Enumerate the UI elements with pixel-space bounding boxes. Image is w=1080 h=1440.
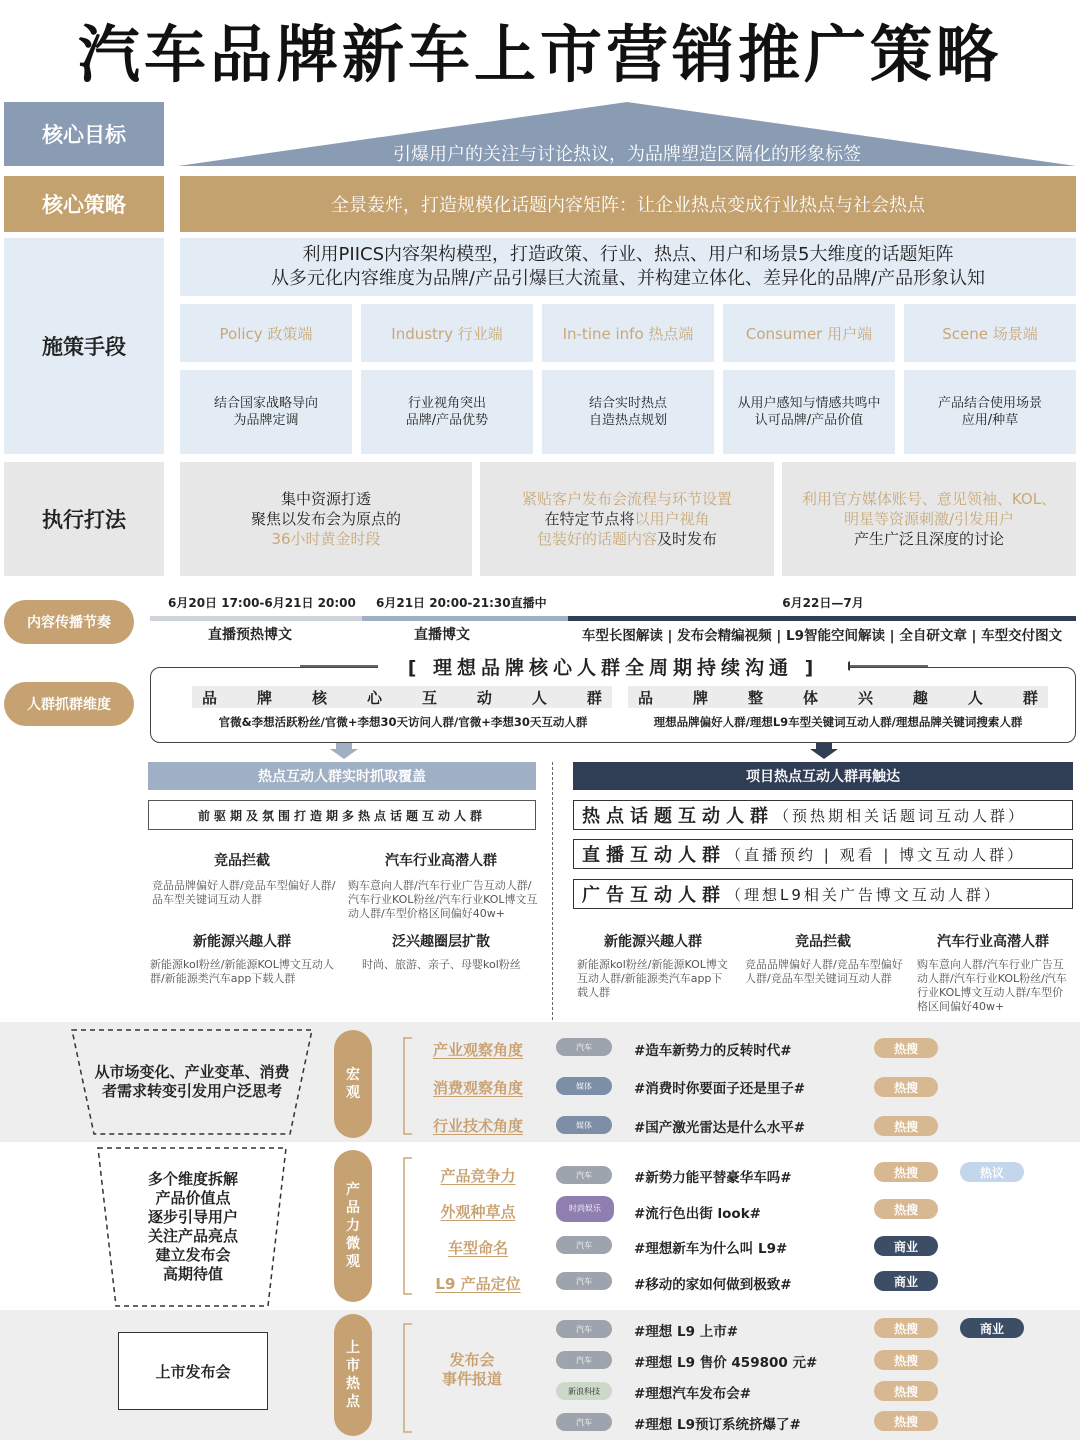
badge-hot-search: 热搜 (874, 1199, 938, 1219)
execution-box-2 (480, 462, 774, 576)
dimension-desc-industry (361, 370, 533, 454)
product-topic-4: #移动的家如何做到极致# (634, 1277, 792, 1293)
execution-box-3 (782, 462, 1076, 576)
phase-2-bar (362, 616, 568, 621)
left-group-1-title: 竞品拦截 (214, 853, 270, 869)
product-angle-2: 外观种草点 (440, 1202, 516, 1221)
macro-topic-3: #国产激光雷达是什么水平# (634, 1120, 806, 1136)
angle-line: 发布会 (449, 1351, 495, 1369)
core-goal-label: 核心目标 (4, 102, 164, 166)
left-group-3-title: 新能源兴趣人群 (193, 934, 291, 950)
head-char: 体 (802, 688, 818, 707)
brand-core-sub: 官微&李想活跃粉丝/官微+李想30天访问人群/官微+李想30天互动人群 (218, 715, 588, 729)
phase-2-content: 直播博文 (414, 627, 470, 643)
head-char: 群 (1022, 688, 1038, 707)
right-group-1-desc: 新能源kol粉丝/新能源KOL博文互动人群/新能源类汽车app下载人群 (577, 958, 728, 999)
dimension-policy: Policy 政策端 (180, 304, 352, 362)
retarget-paren: （直播预约 | 观看 | 博文互动人群） (726, 845, 1026, 864)
retarget-head: 热点话题互动人群 (582, 806, 774, 827)
launch-topic-1: #理想 L9 上市# (634, 1324, 739, 1340)
macro-bracket (400, 1036, 414, 1136)
thought-line: 从市场变化、产业变革、消费 (94, 1063, 290, 1081)
phase-3-date: 6月22日—7月 (782, 596, 864, 610)
dimension-desc-policy (180, 370, 352, 454)
product-angle-4: L9 产品定位 (435, 1274, 521, 1293)
pill-char: 观 (346, 1254, 360, 1270)
tag-car: 汽车 (556, 1038, 612, 1056)
desc-line: 结合实时热点 (588, 396, 667, 411)
execution-label: 执行打法 (4, 462, 164, 576)
tag-car: 汽车 (556, 1413, 612, 1431)
right-group-2-desc: 竞品品牌偏好人群/竞品车型偏好人群/竞品车型关键词互动人群 (745, 958, 903, 985)
desc-line: 产品结合使用场景 (937, 396, 1042, 411)
pill-char: 市 (346, 1358, 360, 1374)
retarget-hot-topic (573, 800, 1073, 830)
pre-period-box: 前驱期及氛围打造期多热点话题互动人群 (148, 800, 536, 830)
retarget-paren: （理想L9相关广告博文互动人群） (726, 885, 1002, 904)
badge-hot-search: 热搜 (874, 1038, 938, 1058)
tag-media: 媒体 (556, 1116, 612, 1134)
exec-line-highlight: 利用官方媒体账号、意见领袖、KOL、 (801, 490, 1057, 508)
page-title: 汽车品牌新车上市营销推广策略 (77, 17, 1002, 91)
exec-line-highlight: 36小时黄金时段 (271, 530, 381, 548)
pill-char: 宏 (346, 1067, 360, 1083)
badge-commercial: 商业 (874, 1271, 938, 1291)
macro-topic-1: #造车新势力的反转时代# (634, 1043, 792, 1059)
phase-1-date: 6月20日 17:00-6月21日 20:00 (168, 596, 356, 610)
pill-char: 微 (346, 1236, 360, 1252)
macro-thought (84, 1050, 300, 1114)
left-group-4-desc: 时尚、旅游、亲子、母婴kol粉丝 (362, 958, 521, 971)
tag-fashion: 时尚娱乐 (556, 1196, 614, 1222)
head-char: 兴 (857, 688, 873, 707)
launch-bracket (400, 1322, 414, 1434)
core-goal-text: 引爆用户的关注与讨论热议，为品牌塑造区隔化的形象标签 (393, 144, 861, 165)
phase-3-content: 车型长图解读 | 发布会精编视频 | L9智能空间解读 | 全自研文章 | 车型交付图文 (581, 628, 1063, 644)
head-char: 趣 (912, 688, 928, 707)
head-char: 牌 (256, 688, 272, 707)
left-group-4-title: 泛兴趣圈层扩散 (392, 934, 490, 950)
badge-hot-search: 热搜 (874, 1381, 938, 1401)
retarget-head: 直播互动人群 (582, 845, 726, 866)
pill-char: 上 (346, 1340, 360, 1356)
launch-topic-2: #理想 L9 售价 459800 元# (634, 1355, 818, 1371)
head-char: 品 (638, 688, 654, 707)
dimension-consumer: Consumer 用户端 (723, 304, 895, 362)
product-topic-2: #流行色出街 look# (634, 1206, 761, 1222)
audience-label: 人群抓群维度 (4, 682, 134, 726)
product-thought (110, 1168, 276, 1286)
measures-line-1: 利用PIICS内容架构模型，打造政策、行业、热点、用户和场景5大维度的话题矩阵 (302, 244, 954, 265)
macro-topic-2: #消费时你要面子还是里子# (634, 1081, 806, 1097)
desc-line: 结合国家战略导向 (213, 396, 318, 411)
exec-line (544, 509, 709, 529)
launch-event-box: 上市发布会 (118, 1332, 268, 1410)
badge-hot-search: 热搜 (874, 1411, 938, 1431)
thought-line: 多个维度拆解 (147, 1170, 238, 1188)
phase-1-bar (150, 616, 362, 621)
head-char: 整 (747, 688, 763, 707)
execution-box-1 (180, 462, 472, 576)
thought-line: 关注产品亮点 (147, 1227, 238, 1245)
brand-interest-head (628, 686, 1048, 708)
product-pill (334, 1150, 372, 1302)
dimension-hotspot: In-tine info 热点端 (542, 304, 714, 362)
thought-line: 产品价值点 (155, 1189, 231, 1207)
head-char: 心 (366, 688, 382, 707)
exec-text: 及时发布 (657, 530, 718, 548)
core-strategy-label: 核心策略 (4, 176, 164, 232)
pill-char: 力 (346, 1218, 360, 1234)
badge-commercial: 商业 (874, 1236, 938, 1256)
core-audience-title: [ 理想品牌核心人群全周期持续沟通 ] (378, 652, 848, 680)
desc-line: 品牌/产品优势 (405, 413, 489, 428)
left-group-2-title: 汽车行业高潜人群 (385, 853, 497, 869)
measures-summary (180, 238, 1076, 296)
desc-line: 自造热点规划 (588, 413, 667, 428)
head-char: 动 (476, 688, 492, 707)
tag-car: 汽车 (556, 1351, 612, 1369)
tag-media: 媒体 (556, 1077, 612, 1095)
left-group-1-desc: 竞品品牌偏好人群/竞品车型偏好人群/品车型关键词互动人群 (152, 879, 336, 906)
product-angle-3: 车型命名 (447, 1238, 508, 1257)
macro-angle-2: 消费观察角度 (432, 1078, 523, 1097)
badge-hot-search: 热搜 (874, 1077, 938, 1097)
desc-line: 应用/种草 (961, 413, 1019, 428)
retarget-ad (573, 879, 1073, 909)
pill-char: 热 (346, 1376, 360, 1392)
exec-line-highlight: 紧贴客户发布会流程与环节设置 (521, 490, 732, 508)
product-topic-1: #新势力能平替豪华车吗# (634, 1170, 792, 1186)
thought-line: 建立发布会 (155, 1246, 231, 1264)
hotspot-retarget-bar: 项目热点互动人群再触达 (573, 762, 1073, 790)
tag-car: 汽车 (556, 1236, 612, 1254)
down-arrows (330, 743, 840, 763)
section-divider (552, 762, 553, 1020)
launch-pill (334, 1314, 372, 1436)
pill-char: 品 (346, 1200, 360, 1216)
badge-commercial: 商业 (960, 1318, 1024, 1338)
angle-line: 事件报道 (441, 1370, 502, 1388)
launch-angle (414, 1350, 530, 1390)
thought-line: 逐步引导用户 (147, 1208, 238, 1226)
retarget-head: 广告互动人群 (582, 885, 726, 906)
exec-line: 聚焦以发布会为原点的 (250, 510, 401, 528)
exec-line: 产生广泛且深度的讨论 (853, 530, 1004, 548)
brand-interest-sub: 理想品牌偏好人群/理想L9车型关键词互动人群/理想品牌关键词搜索人群 (653, 715, 1023, 729)
macro-angle-3: 行业技术角度 (432, 1116, 523, 1135)
macro-pill (334, 1030, 372, 1138)
dimension-industry: Industry 行业端 (361, 304, 533, 362)
phase-1-content: 直播预热博文 (208, 627, 292, 643)
right-group-1-title: 新能源兴趣人群 (604, 934, 702, 950)
tag-car: 汽车 (556, 1320, 612, 1338)
badge-hot-discussion: 热议 (960, 1162, 1024, 1182)
product-bracket (400, 1156, 414, 1296)
badge-hot-search: 热搜 (874, 1116, 938, 1136)
macro-angle-1: 产业观察角度 (432, 1040, 523, 1059)
timeline-label: 内容传播节奏 (4, 600, 134, 644)
tag-sina-tech: 新浪科技 (556, 1382, 612, 1400)
measures-line-2: 从多元化内容维度为品牌/产品引爆巨大流量、并构建立体化、差异化的品牌/产品形象认知 (270, 268, 986, 289)
tag-car: 汽车 (556, 1166, 612, 1184)
head-char: 群 (586, 688, 602, 707)
head-char: 人 (531, 688, 547, 707)
desc-line: 行业视角突出 (407, 396, 486, 411)
hotspot-realtime-bar: 热点互动人群实时抓取覆盖 (148, 762, 536, 790)
pill-char: 产 (346, 1182, 360, 1198)
badge-hot-search: 热搜 (874, 1350, 938, 1370)
desc-line: 从用户感知与情感共鸣中 (737, 396, 881, 411)
exec-line-highlight: 明星等资源刺激/引发用户 (843, 510, 1015, 528)
dimension-desc-scene (904, 370, 1076, 454)
product-angle-1: 产品竞争力 (440, 1166, 516, 1185)
left-group-3-desc: 新能源kol粉丝/新能源KOL博文互动人群/新能源类汽车app下载人群 (150, 958, 334, 985)
dimension-desc-consumer (723, 370, 895, 454)
pill-char: 点 (346, 1394, 360, 1410)
badge-hot-search: 热搜 (874, 1318, 938, 1338)
retarget-paren: （预热期相关话题词互动人群） (774, 806, 1027, 825)
thought-line: 者需求转变引发用户泛思考 (101, 1082, 282, 1100)
core-strategy-text: 全景轰炸，打造规模化话题内容矩阵：让企业热点变成行业热点与社会热点 (180, 176, 1076, 232)
head-char: 互 (421, 688, 437, 707)
head-char: 品 (202, 688, 218, 707)
head-char: 人 (967, 688, 983, 707)
tag-car: 汽车 (556, 1272, 612, 1290)
exec-line: 集中资源打透 (280, 490, 371, 508)
left-group-2-desc: 购车意向人群/汽车行业广告互动人群/汽车行业KOL粉丝/汽车行业KOL博文互动人群/车型价格区间偏好40w+ (348, 879, 538, 920)
phase-2-date: 6月21日 20:00-21:30直播中 (376, 596, 547, 610)
brand-core-head (192, 686, 612, 708)
phase-3-bar (568, 616, 1076, 621)
right-group-2-title: 竞品拦截 (795, 934, 851, 950)
badge-hot-search: 热搜 (874, 1162, 938, 1182)
product-topic-3: #理想新车为什么叫 L9# (634, 1241, 788, 1257)
right-group-3-title: 汽车行业高潜人群 (937, 934, 1049, 950)
head-char: 核 (311, 688, 327, 707)
desc-line: 为品牌定调 (233, 413, 299, 428)
dimension-scene: Scene 场景端 (904, 304, 1076, 362)
retarget-live (573, 839, 1073, 869)
measures-label: 施策手段 (4, 238, 164, 454)
right-group-3-desc: 购车意向人群/汽车行业广告互动人群/汽车行业KOL粉丝/汽车行业KOL博文互动人群/车型价格区间偏好40w+ (917, 958, 1067, 1013)
head-char: 牌 (692, 688, 708, 707)
exec-text: 在特定节点将 (544, 510, 635, 528)
launch-topic-3: #理想汽车发布会# (634, 1386, 752, 1402)
desc-line: 认可品牌/产品价值 (754, 413, 864, 428)
thought-line: 高期待值 (162, 1265, 223, 1283)
exec-text-highlight: 以用户视角 (634, 510, 710, 528)
pill-char: 观 (346, 1085, 360, 1101)
dimension-desc-hotspot (542, 370, 714, 454)
exec-text-highlight: 包装好的话题内容 (536, 530, 657, 548)
exec-line (537, 529, 717, 549)
launch-topic-4: #理想 L9预订系统挤爆了# (634, 1417, 801, 1433)
